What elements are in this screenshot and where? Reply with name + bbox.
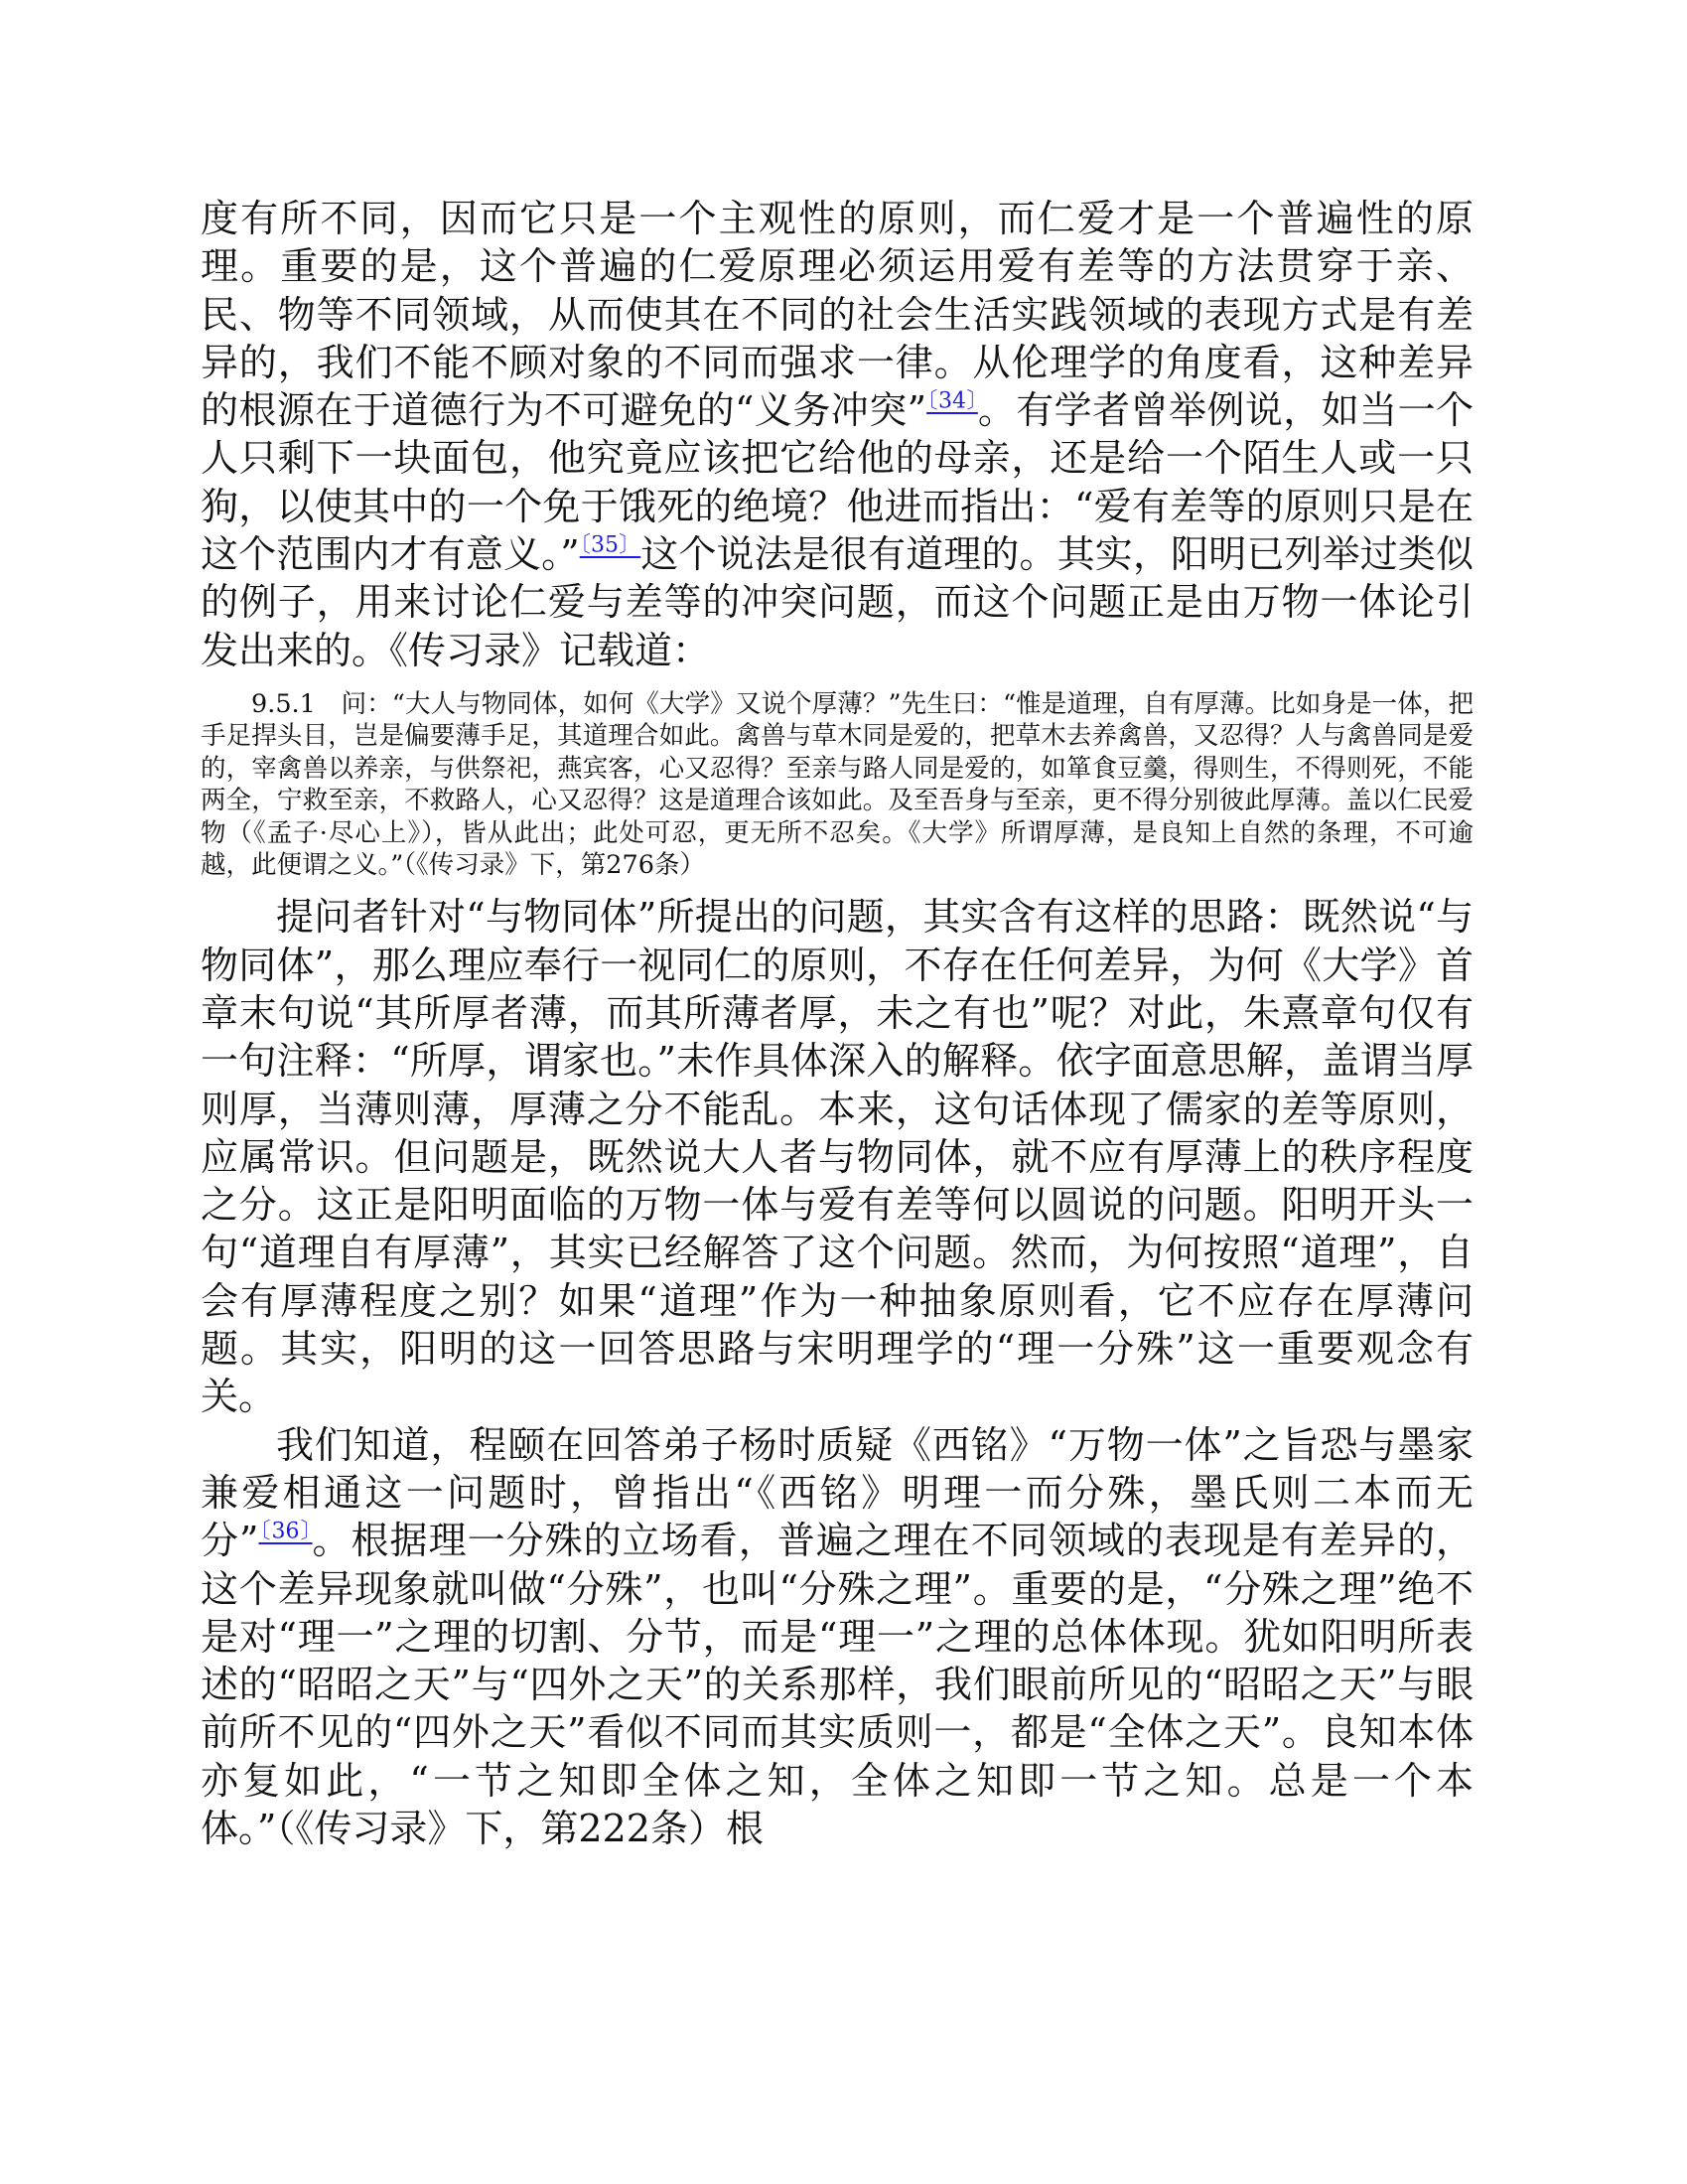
block-quote-9-5-1: 9.5.1 问：“大人与物同体，如何《大学》又说个厚薄？”先生曰：“惟是道理，自有厚薄。比如身是一体，把手足捍头目，岂是偏要薄手足，其道理合如此。禽兽与草木同是爱的，把草木去养禽兽，又忍得？人与禽兽同是爱的，宰禽兽以养亲，与供祭祀，燕宾客，心又忍得？至亲与路人同是爱的，如箪食豆羹，得则生，不得则死，不能两全，宁救至亲，不救路人，心又忍得？这是道理合该如此。及至吾身与至亲，更不得分别彼此厚薄。盖以仁民爱物（《孟子·尽心上》），皆从此出；此处可忍，更无所不忍矣。《大学》所谓厚薄，是良知上自然的条理，不可逾越，此便谓之义。”（《传习录》下，第276条） xyxy=(201,688,1474,880)
paragraph-3 xyxy=(201,1421,1474,1853)
paragraph-1 xyxy=(201,195,1474,674)
footnote-link-36[interactable]: 〔36〕 xyxy=(258,1519,313,1544)
paragraph-3-text-a: 我们知道，程颐在回答弟子杨时质疑《西铭》“万物一体”之旨恐与墨家兼爱相通这一问题时，曾指出“《西铭》明理一而分殊，墨氏则二本而无分” xyxy=(201,1422,1474,1563)
paragraph-2: 提问者针对“与物同体”所提出的问题，其实含有这样的思路：既然说“与物同体”，那么理应奉行一视同仁的原则，不存在任何差异，为何《大学》首章末句说“其所厚者薄，而其所薄者厚，未之有也”呢？对此，朱熹章句仅有一句注释：“所厚，谓家也。”未作具体深入的解释。依字面意思解，盖谓当厚则厚，当薄则薄，厚薄之分不能乱。本来，这句话体现了儒家的差等原则，应属常识。但问题是，既然说大人者与物同体，就不应有厚薄上的秩序程度之分。这正是阳明面临的万物一体与爱有差等何以圆说的问题。阳明开头一句“道理自有厚薄”，其实已经解答了这个问题。然而，为何按照“道理”，自会有厚薄程度之别？如果“道理”作为一种抽象原则看，它不应存在厚薄问题。其实，阳明的这一回答思路与宋明理学的“理一分殊”这一重要观念有关。 xyxy=(201,895,1474,1419)
paragraph-1-text-c: 这个说法是很有道理的。其实，阳明已列举过类似的例子，用来讨论仁爱与差等的冲突问题，而这个问题正是由万物一体论引发出来的。《传习录》记载道： xyxy=(201,532,1474,672)
paragraph-1-text-a: 度有所不同，因而它只是一个主观性的原则，而仁爱才是一个普遍性的原理。重要的是，这个普遍的仁爱原理必须运用爱有差等的方法贯穿于亲、民、物等不同领域，从而使其在不同的社会生活实践领域的表现方式是有差异的，我们不能不顾对象的不同而强求一律。从伦理学的角度看，这种差异的根源在于道德行为不可避免的“义务冲突” xyxy=(201,197,1474,433)
paragraph-3-text-b: 。根据理一分殊的立场看，普遍之理在不同领域的表现是有差异的，这个差异现象就叫做“分殊”，也叫“分殊之理”。重要的是，“分殊之理”绝不是对“理一”之理的切割、分节，而是“理一”之理的总体体现。犹如阳明所表述的“昭昭之天”与“四外之天”的关系那样，我们眼前所见的“昭昭之天”与眼前所不见的“四外之天”看似不同而其实质则一，都是“全体之天”。良知本体亦复如此，“一节之知即全体之知，全体之知即一节之知。总是一个本体。”（《传习录》下，第222条）根 xyxy=(201,1519,1474,1851)
document-page xyxy=(201,195,1474,1852)
footnote-link-34[interactable]: 〔34〕 xyxy=(926,388,978,414)
paragraph-1-text-b: 。有学者曾举例说，如当一个人只剩下一块面包，他究竟应该把它给他的母亲，还是给一个陌生人或一只狗，以使其中的一个免于饿死的绝境？他进而指出：“爱有差等的原则只是在这个范围内才有意义。” xyxy=(201,388,1474,577)
footnote-link-35[interactable]: 〔35〕 xyxy=(579,532,641,558)
